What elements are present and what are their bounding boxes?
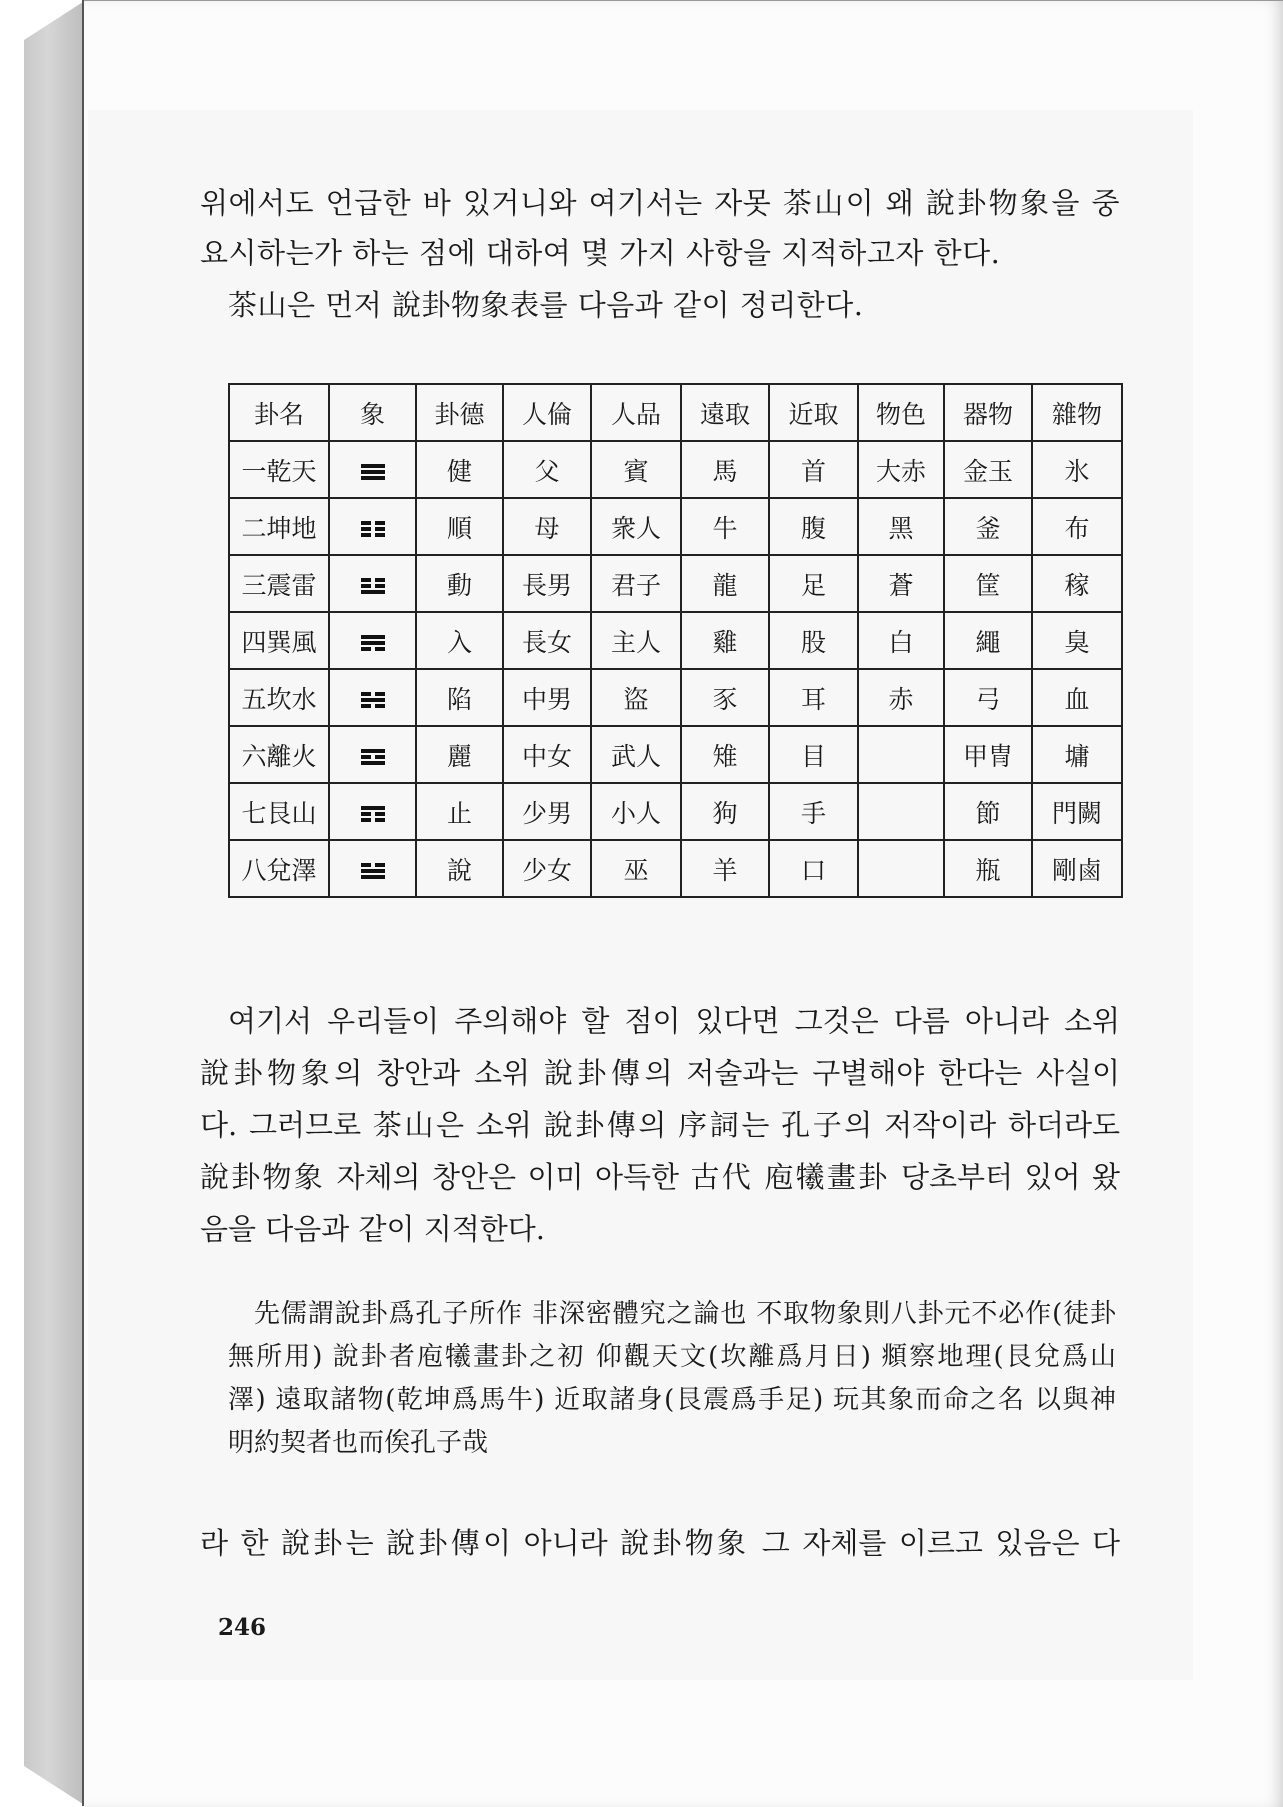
paragraph-3-line-1: 여기서 우리들이 주의해야 할 점이 있다면 그것은 다름 아니라 소위 [228, 1004, 1120, 1038]
table-cell: 陷 [416, 669, 503, 726]
yin-line [361, 527, 385, 531]
yin-line [361, 521, 385, 525]
table-cell: 金玉 [944, 441, 1032, 498]
paragraph-1 [200, 178, 1120, 278]
table-cell: 剛鹵 [1032, 840, 1122, 897]
table-header-cell: 雜物 [1032, 384, 1122, 441]
trigram-name-cell: 二坤地 [229, 498, 329, 555]
trigram-symbol-cell [329, 555, 416, 612]
final-line: 라 한 說卦는 說卦傳이 아니라 說卦物象 그 자체를 이르고 있음은 다 [200, 1526, 1120, 1560]
trigram-symbol-icon [361, 462, 385, 482]
table-cell: 牛 [681, 498, 769, 555]
yang-line [361, 749, 385, 753]
table-cell: 君子 [591, 555, 681, 612]
table-row [229, 726, 1122, 783]
trigram-name-cell: 五坎水 [229, 669, 329, 726]
table-cell: 甲冑 [944, 726, 1032, 783]
trigram-symbol-icon [361, 861, 385, 881]
table-cell: 大赤 [858, 441, 944, 498]
trigram-symbol-cell [329, 726, 416, 783]
table-cell: 賓 [591, 441, 681, 498]
trigram-symbol-cell [329, 612, 416, 669]
table-header-row [229, 384, 1122, 441]
yang-line [361, 869, 385, 873]
yin-line [361, 692, 385, 696]
yin-line [361, 533, 385, 537]
trigram-name-cell: 三震雷 [229, 555, 329, 612]
table-cell: 目 [769, 726, 858, 783]
trigram-name-cell: 八兌澤 [229, 840, 329, 897]
yang-line [361, 698, 385, 702]
paragraph-3 [200, 995, 1120, 1255]
yang-line [361, 635, 385, 639]
trigram-symbol-cell [329, 498, 416, 555]
table-header-cell: 物色 [858, 384, 944, 441]
table-row [229, 669, 1122, 726]
table-header-cell: 人倫 [503, 384, 591, 441]
table-cell: 中男 [503, 669, 591, 726]
table-cell: 止 [416, 783, 503, 840]
yang-line [361, 476, 385, 480]
table-cell: 雞 [681, 612, 769, 669]
table-header-cell: 近取 [769, 384, 858, 441]
table-cell: 首 [769, 441, 858, 498]
table-cell: 衆人 [591, 498, 681, 555]
table-cell: 父 [503, 441, 591, 498]
paragraph-3-line-4: 說卦物象 자체의 창안은 이미 아득한 古代 庖犧畫卦 당초부터 있어 왔 [200, 1160, 1120, 1194]
yin-line [361, 755, 385, 759]
table-cell: 股 [769, 612, 858, 669]
trigram-symbol-icon [361, 519, 385, 539]
paragraph-3-line-5: 음을 다음과 같이 지적한다. [200, 1212, 546, 1246]
table-cell: 釜 [944, 498, 1032, 555]
table-cell: 氷 [1032, 441, 1122, 498]
table-cell: 門闕 [1032, 783, 1122, 840]
table-cell: 血 [1032, 669, 1122, 726]
table-cell: 赤 [858, 669, 944, 726]
trigram-symbol-cell [329, 783, 416, 840]
table-row [229, 783, 1122, 840]
table-cell: 墉 [1032, 726, 1122, 783]
table-row [229, 498, 1122, 555]
table-cell: 繩 [944, 612, 1032, 669]
table-cell: 腹 [769, 498, 858, 555]
table-cell: 龍 [681, 555, 769, 612]
table-cell: 羊 [681, 840, 769, 897]
table-header-cell: 卦名 [229, 384, 329, 441]
table-cell: 白 [858, 612, 944, 669]
classical-quotation [228, 1293, 1116, 1465]
table-row [229, 840, 1122, 897]
table-cell: 小人 [591, 783, 681, 840]
table-cell: 動 [416, 555, 503, 612]
paragraph-3-line-3: 다. 그러므로 茶山은 소위 說卦傳의 序詞는 孔子의 저작이라 하더라도 [200, 1108, 1120, 1142]
table-cell: 口 [769, 840, 858, 897]
paragraph-3-line-2: 說卦物象의 창안과 소위 說卦傳의 저술과는 구별해야 한다는 사실이 [200, 1056, 1120, 1090]
trigram-name-cell: 七艮山 [229, 783, 329, 840]
table-cell: 布 [1032, 498, 1122, 555]
yin-line [361, 578, 385, 582]
trigram-name-cell: 四巽風 [229, 612, 329, 669]
yin-line [361, 647, 385, 651]
yin-line [361, 818, 385, 822]
paragraph-2: 茶山은 먼저 說卦物象表를 다음과 같이 정리한다. [228, 288, 864, 322]
table-cell: 主人 [591, 612, 681, 669]
table-cell: 入 [416, 612, 503, 669]
table-cell: 蒼 [858, 555, 944, 612]
table-header-cell: 卦德 [416, 384, 503, 441]
table-cell: 母 [503, 498, 591, 555]
trigram-table [228, 383, 1123, 898]
yin-line [361, 812, 385, 816]
table-cell: 耳 [769, 669, 858, 726]
table-cell: 黑 [858, 498, 944, 555]
table-cell [858, 726, 944, 783]
yang-line [361, 806, 385, 810]
table-cell: 中女 [503, 726, 591, 783]
table-cell [858, 840, 944, 897]
trigram-name-cell: 一乾天 [229, 441, 329, 498]
trigram-symbol-icon [361, 633, 385, 653]
quote-line-4: 明約契者也而俟孔子哉 [228, 1428, 489, 1458]
table-cell: 瓶 [944, 840, 1032, 897]
table-cell: 臭 [1032, 612, 1122, 669]
yin-line [361, 704, 385, 708]
yang-line [361, 470, 385, 474]
trigram-name-cell: 六離火 [229, 726, 329, 783]
table-cell: 少女 [503, 840, 591, 897]
yang-line [361, 761, 385, 765]
yang-line [361, 875, 385, 879]
table-cell: 狗 [681, 783, 769, 840]
table-cell: 長男 [503, 555, 591, 612]
table-row [229, 555, 1122, 612]
table-row [229, 441, 1122, 498]
table-header-cell: 器物 [944, 384, 1032, 441]
book-spine-edge [24, 0, 86, 1806]
quote-line-1: 先儒謂說卦爲孔子所作 非深密體究之論也 不取物象則八卦元不必作(徒卦 [254, 1299, 1116, 1329]
yang-line [361, 641, 385, 645]
table-cell [858, 783, 944, 840]
table-row [229, 612, 1122, 669]
yang-line [361, 590, 385, 594]
trigram-symbol-cell [329, 669, 416, 726]
table-cell: 節 [944, 783, 1032, 840]
table-cell: 弓 [944, 669, 1032, 726]
page-number: 246 [218, 1614, 267, 1641]
table-cell: 稼 [1032, 555, 1122, 612]
table-cell: 手 [769, 783, 858, 840]
table-cell: 少男 [503, 783, 591, 840]
yin-line [361, 863, 385, 867]
trigram-symbol-icon [361, 576, 385, 596]
table-cell: 順 [416, 498, 503, 555]
table-cell: 說 [416, 840, 503, 897]
yang-line [361, 464, 385, 468]
table-body [229, 441, 1122, 897]
quote-line-3: 澤) 遠取諸物(乾坤爲馬牛) 近取諸身(艮震爲手足) 玩其象而命之名 以與神 [228, 1385, 1116, 1415]
trigram-symbol-icon [361, 690, 385, 710]
trigram-symbol-icon [361, 804, 385, 824]
table-cell: 長女 [503, 612, 591, 669]
table-header-cell: 遠取 [681, 384, 769, 441]
table-header-cell: 象 [329, 384, 416, 441]
trigram-symbol-cell [329, 840, 416, 897]
table-cell: 馬 [681, 441, 769, 498]
table-cell: 豕 [681, 669, 769, 726]
table-cell: 武人 [591, 726, 681, 783]
table-cell: 筐 [944, 555, 1032, 612]
paragraph-1-line-2: 요시하는가 하는 점에 대하여 몇 가지 사항을 지적하고자 한다. [200, 236, 1001, 270]
table-cell: 健 [416, 441, 503, 498]
trigram-symbol-icon [361, 747, 385, 767]
table-cell: 巫 [591, 840, 681, 897]
table-cell: 麗 [416, 726, 503, 783]
table-cell: 雉 [681, 726, 769, 783]
quote-line-2: 無所用) 說卦者庖犧畫卦之初 仰觀天文(坎離爲月日) 頫察地理(艮兌爲山 [228, 1342, 1116, 1372]
yin-line [361, 584, 385, 588]
trigram-symbol-cell [329, 441, 416, 498]
paragraph-1-line-1: 위에서도 언급한 바 있거니와 여기서는 자못 茶山이 왜 說卦物象을 중 [200, 186, 1120, 220]
table-header-cell: 人品 [591, 384, 681, 441]
table-cell: 盜 [591, 669, 681, 726]
table-cell: 足 [769, 555, 858, 612]
